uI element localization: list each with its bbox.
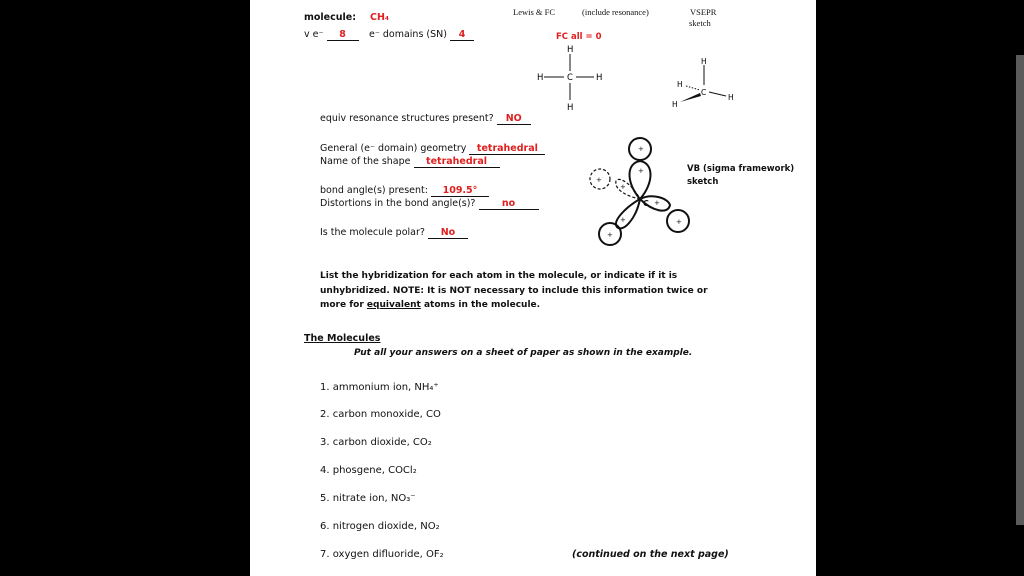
valence-electron-answer: 8 [327,29,359,41]
resonance-question-text: equiv resonance structures present? [320,113,494,124]
vsepr-atom-right: H [728,93,734,102]
vb-sigma-framework-diagram [580,133,708,251]
geometry-question-text: General (e⁻ domain) geometry [320,143,467,154]
vb-plus-2: + [638,167,644,175]
distortion-question [320,198,539,210]
bond-angle-question-text: bond angle(s) present: [320,185,428,196]
list-item: 5. nitrate ion, NO₃⁻ [320,493,416,504]
vb-plus-6: + [607,231,613,239]
instructions-line-3-end: atoms in the molecule. [423,300,541,310]
instructions-line-3-start: more for [320,300,364,310]
lewis-column-header: Lewis & FC [513,7,556,17]
vsepr-solid-wedge [680,93,701,102]
domains-question [369,29,474,41]
continued-note: (continued on the next page) [572,549,729,560]
list-item: 4. phosgene, COCl₂ [320,465,417,476]
vsepr-bond-right [709,92,726,96]
distortion-answer: no [479,198,539,210]
resonance-answer: NO [497,113,531,125]
vsepr-column-header: VSEPR [690,7,717,17]
geometry-answer: tetrahedral [469,143,545,155]
right-edge-scrollbar[interactable] [1016,55,1024,525]
bond-angle-answer: 109.5° [431,185,489,197]
vsepr-atom-center: C [701,88,707,97]
vsepr-hashed-wedge [686,86,700,90]
vb-plus-7: + [654,199,660,207]
lewis-atom-center: C [567,73,573,83]
vsepr-atom-bottom: H [672,100,678,109]
list-item: 3. carbon dioxide, CO₂ [320,437,432,448]
instructions-line-1: List the hybridization for each atom in the molecule, or indicate if it is [320,271,678,281]
vb-center-atom: C [643,199,649,208]
vsepr-atom-top: H [701,57,707,66]
molecules-subheading: Put all your answers on a sheet of paper as shown in the example. [354,348,693,358]
vsepr-sketch-label: sketch [689,18,711,28]
shape-answer: tetrahedral [414,156,500,168]
worksheet-page [250,0,816,576]
vb-plus-4: + [620,183,626,191]
valence-electron-label: v e⁻ [304,29,324,40]
vb-sketch-label: VB (sigma framework) [687,164,795,174]
instructions-line-2: unhybridized. NOTE: It is NOT necessary to include this information twice or [320,286,708,296]
polar-answer: No [428,227,468,239]
vsepr-atom-left: H [677,80,683,89]
domains-answer: 4 [450,29,474,41]
geometry-question [320,143,545,155]
polar-question-text: Is the molecule polar? [320,227,425,238]
bond-angle-question [320,185,489,197]
vb-plus-3: + [596,176,602,184]
domains-label: e⁻ domains (SN) [369,29,447,40]
polar-question [320,227,468,239]
shape-question-text: Name of the shape [320,156,411,167]
distortion-question-text: Distortions in the bond angle(s)? [320,198,476,209]
list-item: 1. ammonium ion, NH₄⁺ [320,382,439,393]
molecule-value: CH₄ [370,12,390,23]
lewis-atom-top: H [567,45,574,55]
list-item: 7. oxygen difluoride, OF₂ [320,549,444,560]
valence-electron-question [304,29,359,41]
lewis-atom-left: H [537,73,544,83]
vb-plus-8: + [676,218,682,226]
list-item: 2. carbon monoxide, CO [320,409,441,420]
vsepr-sketch-diagram [668,56,743,112]
instructions-emphasis: equivalent [366,300,421,310]
molecules-heading: The Molecules [304,333,381,344]
lewis-structure-diagram [530,40,610,112]
vb-plus-1: + [638,145,644,153]
resonance-question [320,113,531,125]
lewis-atom-bottom: H [567,103,574,112]
list-item: 6. nitrogen dioxide, NO₂ [320,521,440,532]
resonance-column-header: (include resonance) [582,7,649,17]
lewis-atom-right: H [596,73,603,83]
vb-plus-5: + [620,216,626,224]
formal-charge-note: FC all = 0 [556,32,602,42]
shape-question [320,156,500,168]
molecule-label: molecule: [304,12,357,23]
vb-sketch-label-2: sketch [687,177,719,187]
instructions-line-3 [320,299,540,311]
